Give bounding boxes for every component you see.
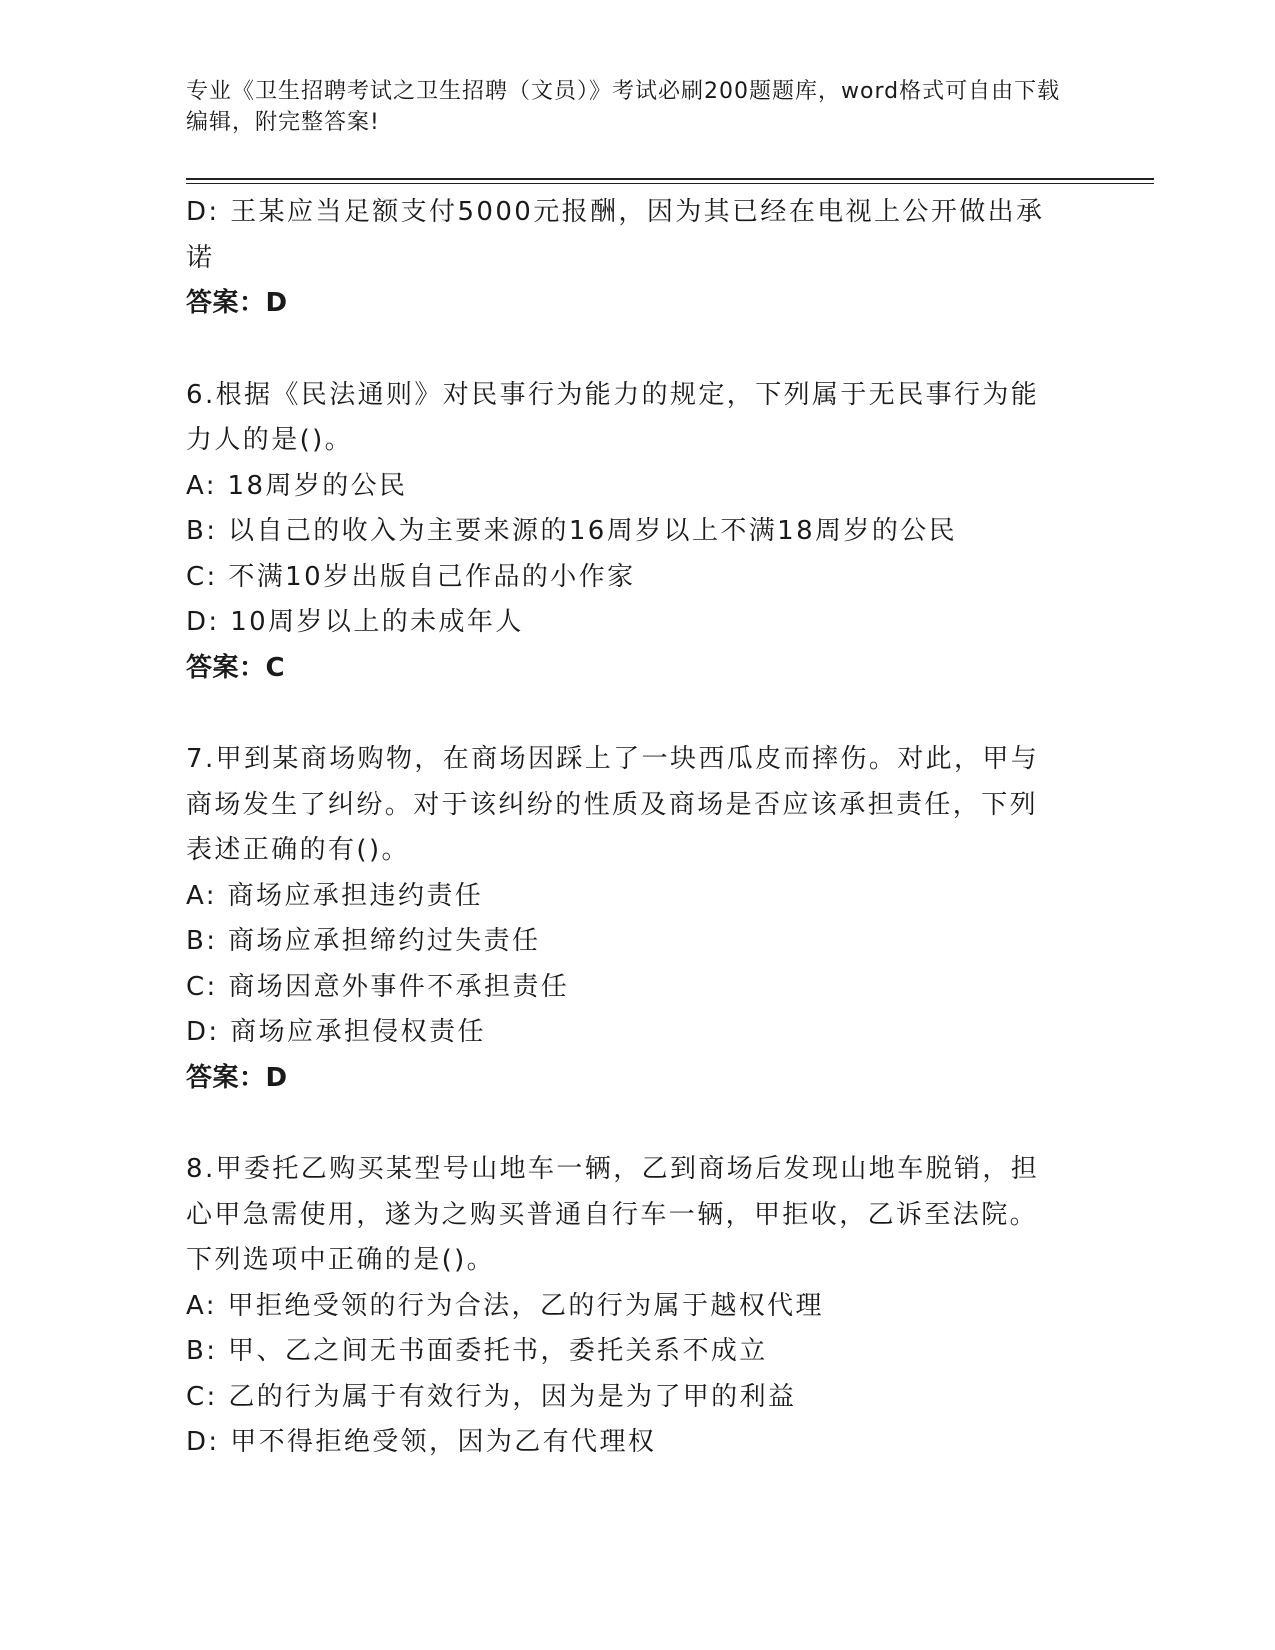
- option-c: C: 乙的行为属于有效行为，因为是为了甲的利益: [186, 1381, 797, 1412]
- option-c: C: 商场因意外事件不承担责任: [186, 971, 570, 1002]
- option-d: D: 10周岁以上的未成年人: [186, 607, 524, 637]
- option-b: B: 以自己的收入为主要来源的16周岁以上不满18周岁的公民: [186, 516, 958, 546]
- option-a: A: 甲拒绝受领的行为合法，乙的行为属于越权代理: [186, 1290, 824, 1321]
- question-6: [186, 373, 1066, 692]
- question-stem: 7.甲到某商场购物，在商场因踩上了一块西瓜皮而摔伤。对此，甲与商场发生了纠纷。对于该纠纷的性质及商场是否应该承担责任，下列表述正确的有()。: [186, 744, 1040, 865]
- header-divider-thick: [186, 178, 1154, 180]
- option-d: D: 王某应当足额支付5000元报酬，因为其已经在电视上公开做出承诺: [186, 197, 1045, 273]
- option-b: B: 甲、乙之间无书面委托书，委托关系不成立: [186, 1336, 768, 1366]
- spacer: [186, 327, 1066, 373]
- question-stem: 8.甲委托乙购买某型号山地车一辆，乙到商场后发现山地车脱销，担心甲急需使用，遂为之购买普通自行车一辆，甲拒收，乙诉至法院。下列选项中正确的是()。: [186, 1154, 1040, 1275]
- answer: 答案：D: [186, 1062, 288, 1093]
- option-b: B: 商场应承担缔约过失责任: [186, 926, 541, 956]
- option-d: D: 商场应承担侵权责任: [186, 1017, 486, 1047]
- option-a: A: 18周岁的公民: [186, 470, 408, 501]
- spacer: [186, 1101, 1066, 1147]
- answer: 答案：D: [186, 288, 288, 318]
- option-c: C: 不满10岁出版自己作品的小作家: [186, 561, 636, 592]
- option-d: D: 甲不得拒绝受领，因为乙有代理权: [186, 1427, 657, 1457]
- answer: 答案：C: [186, 652, 286, 683]
- option-a: A: 商场应承担违约责任: [186, 880, 484, 911]
- header-divider-thin: [186, 183, 1154, 184]
- question-5-tail: [186, 190, 1066, 327]
- document-body: [186, 190, 1066, 1466]
- question-stem: 6.根据《民法通则》对民事行为能力的规定，下列属于无民事行为能力人的是()。: [186, 379, 1040, 455]
- spacer: [186, 691, 1066, 737]
- question-7: [186, 737, 1066, 1101]
- page-header: 专业《卫生招聘考试之卫生招聘（文员）》考试必刷200题题库，word格式可自由下载编辑，附完整答案!: [186, 79, 1061, 135]
- question-8: [186, 1147, 1066, 1466]
